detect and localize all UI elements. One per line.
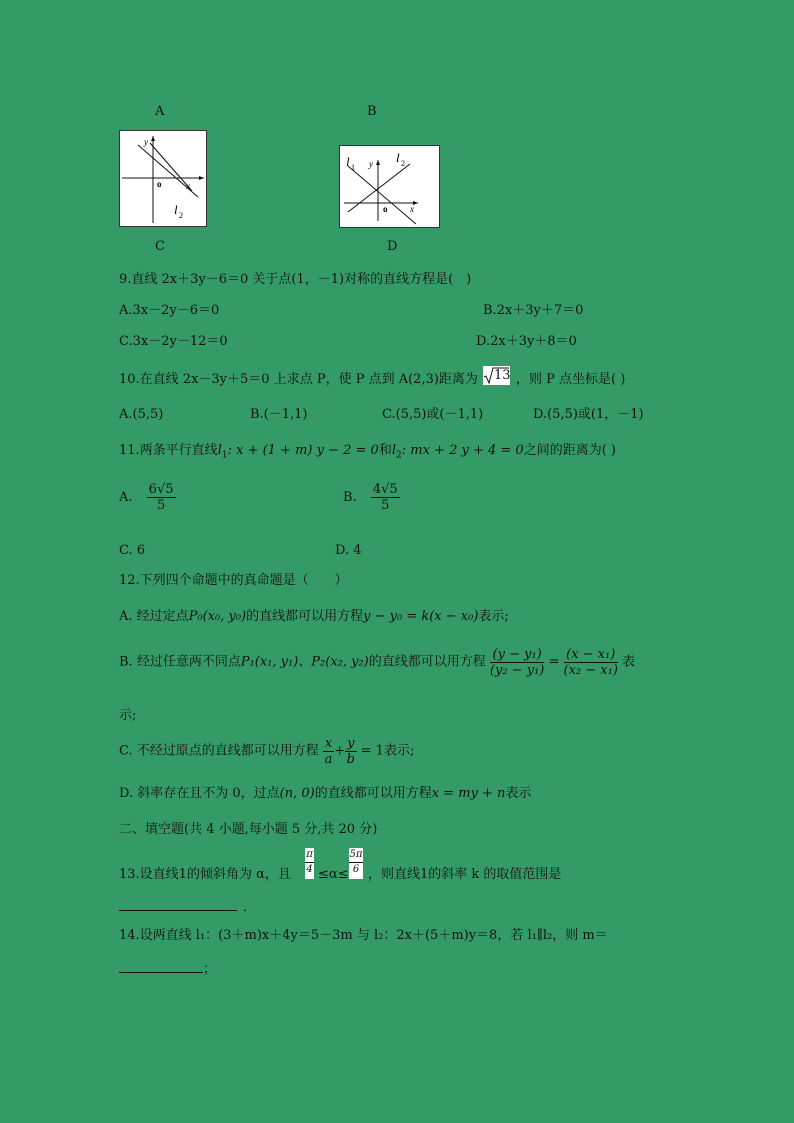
figure-c-l2-label: l <box>174 202 178 217</box>
q11-a-numerator: 6√5 <box>148 482 174 497</box>
q12-c-numerator-x: x <box>324 736 333 751</box>
q10-option-a: A.(5,5) <box>119 407 164 422</box>
q13-stem-pre: 13.设直线1的倾斜角为 α，且 <box>119 867 291 882</box>
q12-option-b-continued: 示; <box>119 708 137 723</box>
q9-option-c: C.3x－2y－12＝0 <box>119 334 228 349</box>
figure-c-x-arrow <box>199 176 204 180</box>
q14-answer-line <box>119 960 216 978</box>
q13-end: ． <box>243 900 257 915</box>
q11-a-denominator: 5 <box>156 498 166 513</box>
q12-c-post: 表示; <box>383 743 415 759</box>
q11-option-b <box>343 482 400 513</box>
figure-c-l2-subscript: 2 <box>179 211 183 220</box>
figure-d-l2-label: l <box>396 150 400 165</box>
figure-d-line-l2 <box>348 164 410 212</box>
figure-d-origin-label: o <box>383 204 388 214</box>
figure-d-l2-subscript: 2 <box>401 159 405 168</box>
q12-d-post: 表示 <box>505 786 532 801</box>
q10-sqrt-box <box>483 366 510 385</box>
q9-option-a: A.3x－2y－6＝0 <box>119 303 220 318</box>
q10-option-d: D.(5,5)或(1，－1) <box>533 407 644 422</box>
q12-d-point: (n, 0) <box>279 786 315 801</box>
q13-5pi-denominator: 6 <box>352 864 360 875</box>
q12-c-denominator-b: b <box>346 752 355 767</box>
q12-option-a <box>119 609 509 625</box>
figure-d-line-l1 <box>348 166 416 224</box>
q12-option-c <box>119 736 414 767</box>
q10-sqrt-value: 13 <box>494 368 511 383</box>
q9-option-b: B.2x＋3y＋7＝0 <box>483 303 584 318</box>
q11-option-a <box>119 482 176 513</box>
q12-b-pre: B. 经过任意两不同点 <box>119 654 241 670</box>
figure-d-y-arrow <box>376 160 380 165</box>
q14-answer-blank[interactable] <box>119 960 203 973</box>
q11-stem-pre: 11.两条平行直线 <box>119 443 218 458</box>
q11-a-label: A. <box>119 489 133 505</box>
q13-5pi-numerator: 5π <box>349 848 363 863</box>
q11-b-numerator: 4√5 <box>372 482 398 497</box>
figure-label-d: D <box>387 239 398 254</box>
q12-d-equation: x = my + n <box>431 786 506 801</box>
q12-c-pre: C. 不经过原点的直线都可以用方程 <box>119 743 319 759</box>
figure-c-y-arrow <box>151 136 155 141</box>
q13-pi-numerator: π <box>305 848 314 863</box>
q11-b-label: B. <box>343 489 357 505</box>
q9-stem: 9.直线 2x＋3y－6＝0 关于点(1，－1)对称的直线方程是( ) <box>119 272 472 287</box>
figure-label-b: B <box>367 104 377 119</box>
q12-stem: 12.下列四个命题中的真命题是（ ） <box>119 573 348 588</box>
q13-pi-denominator: 4 <box>306 864 313 875</box>
section-fill-in-heading: 二、填空题(共 4 小题,每小题 5 分,共 20 分) <box>119 822 378 837</box>
figure-d-y-label: y <box>369 159 373 169</box>
figure-c-origin-label: o <box>157 179 162 189</box>
q12-a-post: 表示; <box>478 609 509 624</box>
figure-d-x-label: x <box>410 204 414 214</box>
q11-l1-equation: : x + (1 + m) y − 2 = 0 <box>227 443 379 458</box>
q12-c-denominator-a: a <box>324 752 333 767</box>
q11-l2-equation: : mx + 2 y + 4 = 0 <box>401 443 524 458</box>
q12-d-pre: D. 斜率存在且不为 0，过点 <box>119 786 280 801</box>
q12-b-denominator-2: (x₂ − x₁) <box>563 663 618 678</box>
q12-b-numerator-1: (y − y₁) <box>490 647 544 663</box>
q10-option-b: B.(－1,1) <box>250 407 308 422</box>
figure-c-x-label: x <box>186 181 190 191</box>
q11-option-d: D. 4 <box>335 543 362 558</box>
q13-5pi-over-6-box <box>349 848 363 879</box>
q12-a-mid: 的直线都可以用方程 <box>246 609 364 624</box>
q11-option-c: C. 6 <box>119 543 146 558</box>
q12-b-equals: = <box>548 654 560 670</box>
q13-answer-line <box>119 898 256 916</box>
q12-a-pre: A. 经过定点 <box>119 609 189 624</box>
q13-inequality: ≤α≤ <box>318 867 349 882</box>
q10-stem: 10.在直线 2x－3y＋5＝0 上求点 P，使 P 点到 A(2,3)距离为 <box>119 372 478 387</box>
q12-b-post: 表 <box>622 654 636 670</box>
q11-and: 和 <box>378 443 392 458</box>
q12-b-points: P₁(x₁, y₁)、P₂(x₂, y₂) <box>240 654 369 670</box>
figure-d-l1-subscript: 1 <box>351 163 355 172</box>
q11-stem: 11.两条平行直线$l_1$: x + (1 + m) y − 2 = 0和$l_2$: mx + 2 y + 4 = 0之间的距离为( ) <box>119 443 616 461</box>
q11-b-denominator: 5 <box>381 498 390 513</box>
q12-d-mid: 的直线都可以用方程 <box>314 786 432 801</box>
q12-a-equation: y − y₀ = k(x − x₀) <box>363 609 479 624</box>
q12-option-b <box>119 647 635 678</box>
q12-b-mid: 的直线都可以用方程 <box>368 654 486 670</box>
q12-c-numerator-y: y <box>347 736 355 751</box>
figure-c-y-label: y <box>144 137 148 147</box>
figure-d-graph <box>339 145 440 228</box>
q13-pi-over-4-box <box>305 848 314 879</box>
q12-c-plus: + <box>334 743 346 759</box>
figure-c-graph <box>119 130 207 227</box>
q9-option-d: D.2x＋3y＋8＝0 <box>476 334 577 349</box>
q11-stem-post: 之间的距离为( ) <box>523 443 616 458</box>
q10-stem-end: ，则 P 点坐标是( ) <box>516 372 626 387</box>
q12-c-equals: = 1 <box>360 743 384 759</box>
q13-answer-blank[interactable] <box>119 898 237 911</box>
q13-stem-post: ，则直线1的斜率 k 的取值范围是 <box>368 867 562 882</box>
figure-d-svg <box>340 146 439 227</box>
q12-a-point: P₀(x₀, y₀) <box>188 609 247 624</box>
figure-label-c: C <box>155 239 165 254</box>
q12-b-numerator-2: (x − x₁) <box>564 647 618 663</box>
figure-label-a: A <box>155 104 165 119</box>
q10-option-c: C.(5,5)或(－1,1) <box>382 407 484 422</box>
q12-b-denominator-1: (y₂ − y₁) <box>489 663 545 678</box>
figure-c-svg <box>120 131 206 226</box>
figure-d-l1-label: l <box>346 154 350 169</box>
q14-end: ； <box>203 962 217 977</box>
q12-option-d <box>119 786 531 802</box>
q14-stem: 14.设两直线 l₁：(3＋m)x＋4y＝5－3m 与 l₂：2x＋(5＋m)y＝8，若 l₁∥l₂，则 m＝ <box>119 928 608 943</box>
